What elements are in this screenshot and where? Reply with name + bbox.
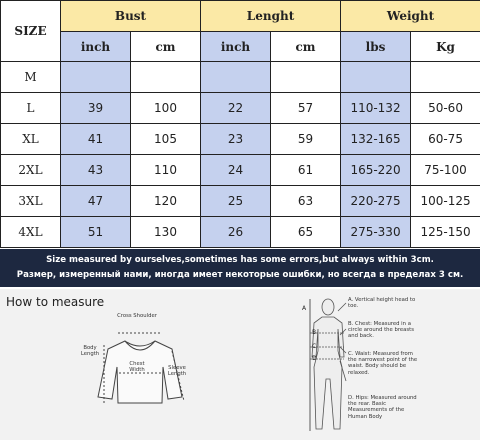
size-cell: 125-150: [411, 217, 480, 248]
measurement-disclaimer-banner: [0, 249, 480, 287]
size-cell: 100-125: [411, 186, 480, 217]
size-label: 3XL: [1, 186, 61, 217]
how-to-measure-title: How to measure: [6, 295, 105, 309]
size-row: [1, 186, 480, 217]
unit-header: inch: [61, 32, 131, 62]
bust-header: Bust: [61, 1, 201, 32]
size-cell: 25: [201, 186, 271, 217]
size-cell: 110: [131, 155, 201, 186]
size-row: [1, 93, 480, 124]
disclaimer-russian: Размер, измеренный нами, иногда имеет некоторые ошибки, но всегда в пределах 3 см.: [16, 270, 464, 280]
sleeve-length-label: Sleeve Length: [167, 365, 187, 377]
size-cell: 51: [61, 217, 131, 248]
size-cell: 61: [271, 155, 341, 186]
size-cell: 75-100: [411, 155, 480, 186]
disclaimer-english: Size measured by ourselves,sometimes has some errors,but always within 3cm.: [46, 255, 434, 265]
note-hips: D. Hips: Measured around the rear. Basic Measurements of the Human Body: [348, 395, 417, 420]
size-cell: 24: [201, 155, 271, 186]
size-cell: 275-330: [341, 217, 411, 248]
size-cell: [201, 62, 271, 93]
size-cell: 165-220: [341, 155, 411, 186]
unit-header: inch: [201, 32, 271, 62]
size-cell: 110-132: [341, 93, 411, 124]
size-cell: 50-60: [411, 93, 480, 124]
size-cell: [411, 62, 480, 93]
size-cell: 41: [61, 124, 131, 155]
note-waist: C. Waist: Measured from the narrowest point of the waist. Body should be relaxed.: [348, 351, 418, 376]
cross-shoulder-label: Cross Shoulder: [117, 313, 157, 319]
body-length-label: Body Length: [80, 345, 100, 357]
size-cell: 43: [61, 155, 131, 186]
size-cell: [131, 62, 201, 93]
size-cell: 120: [131, 186, 201, 217]
size-label: 2XL: [1, 155, 61, 186]
size-cell: 57: [271, 93, 341, 124]
weight-header: Weight: [341, 1, 480, 32]
letter-c: C: [312, 343, 317, 350]
how-to-measure-panel: [0, 289, 480, 440]
size-cell: 132-165: [341, 124, 411, 155]
chest-width-label: Chest Width: [129, 361, 145, 373]
size-cell: [341, 62, 411, 93]
size-cell: [61, 62, 131, 93]
size-row: [1, 217, 480, 248]
size-cell: 100: [131, 93, 201, 124]
size-row: [1, 62, 480, 93]
size-cell: 105: [131, 124, 201, 155]
letter-b: B: [312, 329, 317, 336]
note-chest: B. Chest: Measured in a circle around the breasts and back.: [348, 321, 414, 340]
size-cell: 47: [61, 186, 131, 217]
size-cell: 63: [271, 186, 341, 217]
size-cell: [271, 62, 341, 93]
length-header: Lenght: [201, 1, 341, 32]
note-height: A. Vertical height head to toe.: [348, 297, 416, 310]
size-cell: 39: [61, 93, 131, 124]
size-cell: 23: [201, 124, 271, 155]
letter-d: D: [312, 355, 317, 362]
size-row: [1, 124, 480, 155]
size-row: [1, 155, 480, 186]
size-label: M: [1, 62, 61, 93]
size-cell: 59: [271, 124, 341, 155]
size-cell: 65: [271, 217, 341, 248]
size-header: SIZE: [1, 1, 61, 62]
human-figure: [310, 299, 346, 431]
size-label: L: [1, 93, 61, 124]
size-cell: 220-275: [341, 186, 411, 217]
size-cell: 60-75: [411, 124, 480, 155]
size-cell: 26: [201, 217, 271, 248]
size-cell: 130: [131, 217, 201, 248]
size-label: 4XL: [1, 217, 61, 248]
unit-header: Kg: [411, 32, 480, 62]
size-label: XL: [1, 124, 61, 155]
unit-header: lbs: [341, 32, 411, 62]
size-cell: 22: [201, 93, 271, 124]
unit-header: cm: [271, 32, 341, 62]
unit-header: cm: [131, 32, 201, 62]
letter-a: A: [302, 305, 307, 312]
